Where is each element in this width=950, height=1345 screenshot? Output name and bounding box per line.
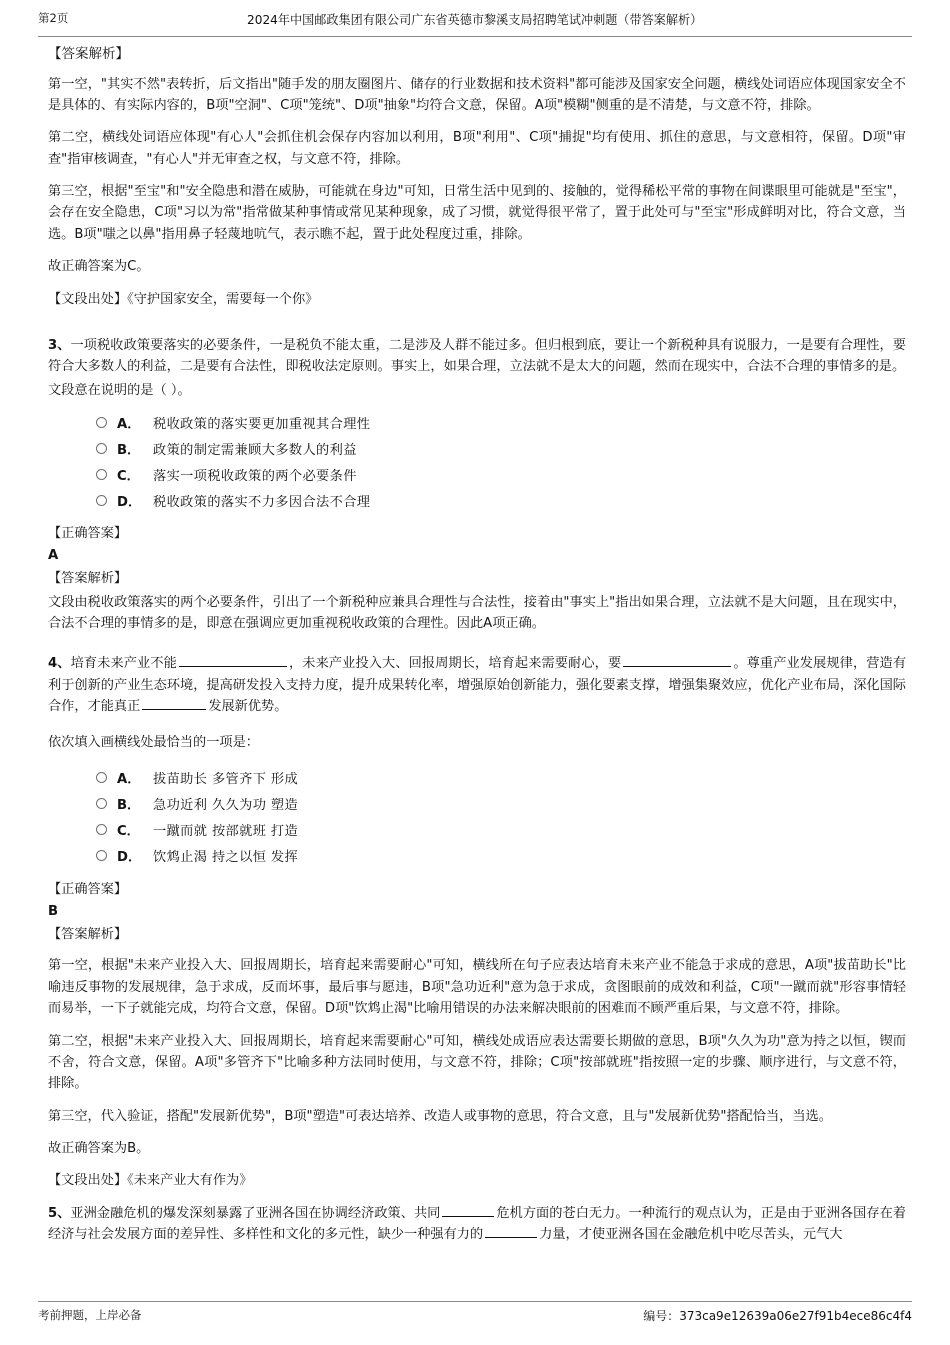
q3-option-c-letter: C． xyxy=(117,468,140,484)
q4-option-c-text: 一蹴而就 按部就班 打造 xyxy=(153,824,299,840)
q3-option-b-letter: B． xyxy=(117,442,141,458)
q5-number: 5、 xyxy=(48,1205,71,1221)
q2-analysis-blank2: 第二空，横线处词语应体现"有心人"会抓住机会保存内容加以利用，B项"利用"、C项"捕捉"均有使用、抓住的意思，与文意相符，保留。D项"审查"指审核调查，"有心人"并无审查之权，与文意不符，排除。 xyxy=(48,130,906,167)
q3-prompt: 文段意在说明的是（ ）。 xyxy=(48,382,191,398)
q4-analysis-blank2: 第二空，根据"未来产业投入大、回报周期长，培育起来需要耐心"可知，横线处成语应表达需要长期做的意思，B项"久久为功"意为持之以恒，锲而不舍，符合文意，保留。A项"多管齐下"比喻多种方法同时使用，与文意不符，排除；C项"按部就班"指按照一定的步骤、顺序进行，与文意不符，排除。 xyxy=(48,1033,906,1092)
q4-analysis-blank1: 第一空，根据"未来产业投入大、回报周期长，培育起来需要耐心"可知，横线所在句子应表达培育未来产业不能急于求成的意思，A项"拔苗助长"比喻违反事物的发展规律，急于求成，反而坏事，最后事与愿违，B项"急功近利"意为急于求成，贪图眼前的成效和利益，C项"一蹴而就"形容事情轻而易举，一下子就能完成，均符合文意，保留。D项"饮鸩止渴"比喻用错误的办法来解决眼前的困难而不顾严重后果，与文意不符，排除。 xyxy=(48,958,906,1017)
q3-option-a-text: 税收政策的落实要更加重视其合理性 xyxy=(153,416,371,432)
q4-option-c[interactable] xyxy=(96,817,906,843)
q5-blank-2 xyxy=(485,1225,537,1239)
q4-stem xyxy=(48,653,906,717)
page-footer xyxy=(38,1301,912,1333)
radio-icon[interactable] xyxy=(96,850,107,861)
q3-answer-label: 【正确答案】 xyxy=(48,526,128,542)
document-title: 2024年中国邮政集团有限公司广东省英德市黎溪支局招聘笔试冲刺题（带答案解析） xyxy=(247,12,703,27)
q4-answer: B xyxy=(48,904,59,920)
q3-option-a-letter: A． xyxy=(117,416,141,432)
q4-option-c-letter: C． xyxy=(117,824,140,840)
q3-option-c[interactable] xyxy=(96,461,906,487)
q4-stem-part3: 。尊重产业发展规律，营造有利于创新的产业生态环境，提高研发投入支持力度，提升成果转化率，增强原始创新能力，强化要素支撑，增强集聚效应，优化产业布局，深化国际合作，才能真正 xyxy=(48,656,907,715)
q4-option-d-letter: D． xyxy=(117,850,142,866)
q4-stem-part2: ，未来产业投入大、回报周期长，培育起来需要耐心，要 xyxy=(288,656,622,672)
q4-blank-1 xyxy=(179,654,287,668)
q5-stem-part1: 亚洲金融危机的爆发深刻暴露了亚洲各国在协调经济政策、共同 xyxy=(70,1205,441,1221)
q2-source-text: 《守护国家安全，需要每一个你》 xyxy=(127,291,319,307)
q4-option-d-text: 饮鸩止渴 持之以恒 发挥 xyxy=(153,850,299,866)
q4-option-a-letter: A． xyxy=(117,772,141,788)
footer-note: 考前押题，上岸必备 xyxy=(38,1308,142,1322)
radio-icon[interactable] xyxy=(96,824,107,835)
page-number: 第2页 xyxy=(38,11,69,25)
q4-answer-label: 【正确答案】 xyxy=(48,881,128,897)
q4-source-text: 《未来产业大有作为》 xyxy=(127,1173,253,1189)
q2-analysis-conclusion: 故正确答案为C。 xyxy=(48,259,150,275)
q3-stem xyxy=(48,335,906,378)
radio-icon[interactable] xyxy=(96,798,107,809)
q5-blank-1 xyxy=(442,1203,494,1217)
q4-number: 4、 xyxy=(48,656,71,672)
q3-analysis-label: 【答案解析】 xyxy=(48,571,128,587)
q2-analysis-blank3: 第三空，根据"至宝"和"安全隐患和潜在威胁，可能就在身边"可知，日常生活中见到的、接触的，觉得稀松平常的事物在间谍眼里可能就是"至宝"，会存在安全隐患，C项"习以为常"指常做某种事情或常见某种现象，成了习惯，就觉得很平常了，置于此处可与"至宝"形成鲜明对比，符合文意，当选。B项"嗤之以鼻"指用鼻子轻蔑地吭气，表示瞧不起，置于此处程度过重，排除。 xyxy=(48,184,906,242)
q4-source xyxy=(48,1170,906,1191)
q3-option-d-letter: D． xyxy=(117,494,142,510)
q4-prompt: 依次填入画横线处最恰当的一项是： xyxy=(48,734,259,750)
q3-options xyxy=(48,409,906,513)
q4-options xyxy=(48,765,906,869)
q4-option-a[interactable] xyxy=(96,765,906,791)
q4-analysis-label: 【答案解析】 xyxy=(48,927,128,943)
q3-option-a[interactable] xyxy=(96,409,906,435)
q2-source-label: 【文段出处】 xyxy=(48,291,128,307)
q4-analysis-conclusion: 故正确答案为B。 xyxy=(48,1141,150,1157)
q5-stem xyxy=(48,1203,906,1246)
radio-icon[interactable] xyxy=(96,495,107,506)
q4-analysis-blank3: 第三空，代入验证，搭配"发展新优势"，B项"塑造"可表达培养、改造人或事物的意思，符合文意，且与"发展新优势"搭配恰当，当选。 xyxy=(48,1108,832,1124)
q5-stem-part2: 危机方面的苍白无力。一种流行的观点认为，正是由于亚洲各国存在着经济与社会发展方面的差异性、多样性和文化的多元性，缺少一种强有力的 xyxy=(48,1205,906,1243)
q4-blank-3 xyxy=(142,697,206,711)
q4-stem-part4: 发展新优势。 xyxy=(208,699,288,715)
document-body xyxy=(48,44,906,1246)
q4-option-b-letter: B． xyxy=(117,798,141,814)
q3-answer: A xyxy=(48,548,59,564)
q4-blank-2 xyxy=(623,654,731,668)
footer-document-id: 编号：373ca9e12639a06e27f91b4ece86c4f4 xyxy=(643,1309,912,1323)
q4-option-b[interactable] xyxy=(96,791,906,817)
q4-stem-part1: 培育未来产业不能 xyxy=(70,656,177,672)
radio-icon[interactable] xyxy=(96,469,107,480)
q3-option-b-text: 政策的制定需兼顾大多数人的利益 xyxy=(153,442,357,458)
q3-number: 3、 xyxy=(48,337,71,353)
q3-option-c-text: 落实一项税收政策的两个必要条件 xyxy=(153,468,357,484)
q3-option-b[interactable] xyxy=(96,435,906,461)
q4-option-b-text: 急功近利 久久为功 塑造 xyxy=(153,798,299,814)
radio-icon[interactable] xyxy=(96,417,107,428)
page-header xyxy=(38,10,912,37)
q5-stem-part3: 力量，才使亚洲各国在金融危机中吃尽苦头，元气大 xyxy=(539,1227,843,1243)
q3-analysis: 文段由税收政策落实的两个必要条件，引出了一个新税种应兼具合理性与合法性，接着由"事实上"指出如果合理，立法就不是大问题，且在现实中，合法不合理的事情多的是，即意在强调应更加重视税收政策的合理性。因此A项正确。 xyxy=(48,594,906,632)
q4-option-a-text: 拔苗助长 多管齐下 形成 xyxy=(153,772,299,788)
q3-stem-text: 一项税收政策要落实的必要条件，一是税负不能太重，二是涉及人群不能过多。但归根到底，要让一个新税种具有说服力，一是要有合理性，要符合大多数人的利益，二是要有合法性，即税收法定原则。事实上，如果合理，立法就不是太大的问题，然而在现实中，合法不合理的事情多的是。 xyxy=(48,337,906,375)
q4-option-d[interactable] xyxy=(96,843,906,869)
radio-icon[interactable] xyxy=(96,443,107,454)
q4-source-label: 【文段出处】 xyxy=(48,1173,128,1189)
q3-option-d-text: 税收政策的落实不力多因合法不合理 xyxy=(153,494,371,510)
q2-analysis-blank1: 第一空，"其实不然"表转折，后文指出"随手发的朋友圈图片、储存的行业数据和技术资料"都可能涉及国家安全问题，横线处词语应体现国家安全不是具体的、有实际内容的，B项"空洞"、C项"笼统"、D项"抽象"均符合文意，保留。A项"模糊"侧重的是不清楚，与文意不符，排除。 xyxy=(48,76,906,113)
q3-option-d[interactable] xyxy=(96,487,906,513)
radio-icon[interactable] xyxy=(96,772,107,783)
q2-source xyxy=(48,289,906,310)
q2-analysis-label: 【答案解析】 xyxy=(48,46,129,62)
